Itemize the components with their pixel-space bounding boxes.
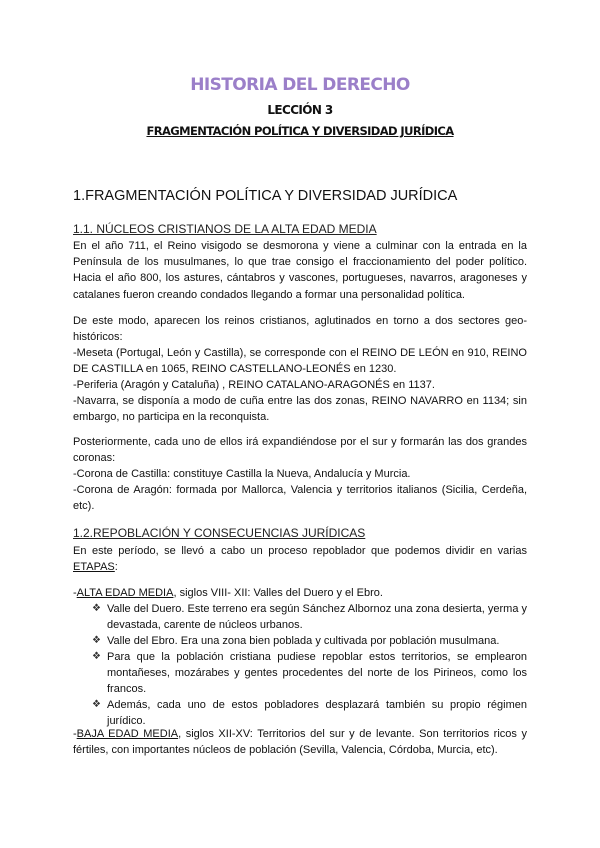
subsection-heading-1-2: 1.2.REPOBLACIÓN Y CONSECUENCIAS JURÍDICAS <box>73 526 366 540</box>
paragraph-repoblacion: En este período, se llevó a cabo un proceso repoblador que podemos dividir en varias ETAPAS: <box>73 545 527 574</box>
list-item-periferia: -Periferia (Aragón y Cataluña) , REINO CATALANO-ARAGONÉS en 1137. <box>73 379 435 391</box>
diamond-bullet-icon: ❖ <box>92 699 101 710</box>
lesson-subtitle: FRAGMENTACIÓN POLÍTICA Y DIVERSIDAD JURÍDICA <box>146 124 454 138</box>
subsection-heading-1-1: 1.1. NÚCLEOS CRISTIANOS DE LA ALTA EDAD MEDIA <box>73 222 377 236</box>
alta-edad-media-label: ALTA EDAD MEDIA <box>76 587 174 599</box>
baja-edad-media-paragraph: -BAJA EDAD MEDIA, siglos XII-XV: Territorios del sur y de levante. Son territorios ricos y fértiles, con importantes núcleos de población (Sevilla, Valencia, Córdoba, Murcia, etc). <box>73 728 527 757</box>
lesson-label: LECCIÓN 3 <box>267 103 333 117</box>
paragraph-coronas: Posteriormente, cada uno de ellos irá expandiéndose por el sur y formarán las dos grandes coronas: <box>73 436 527 465</box>
list-item-meseta: -Meseta (Portugal, León y Castilla), se corresponde con el REINO DE LEÓN en 910, REINO DE CASTILLA en 1065, REINO CASTELLANO-LEONÉS en 1230. <box>73 347 527 376</box>
document-title: HISTORIA DEL DERECHO <box>190 75 410 95</box>
paragraph-reinos: De este modo, aparecen los reinos cristianos, aglutinados en torno a dos sectores geo-históricos: <box>73 315 527 344</box>
list-item-navarra: -Navarra, se disponía a modo de cuña entre las dos zonas, REINO NAVARRO en 1134; sin embargo, no participa en la reconquista. <box>73 395 527 424</box>
bullet-item: ❖ Valle del Ebro. Era una zona bien poblada y cultivada por población musulmana. <box>92 633 527 649</box>
diamond-bullet-icon: ❖ <box>92 651 101 662</box>
list-item-corona-castilla: -Corona de Castilla: constituye Castilla la Nueva, Andalucía y Murcia. <box>73 468 411 480</box>
diamond-bullet-icon: ❖ <box>92 635 101 646</box>
bullet-item: ❖ Para que la población cristiana pudiese repoblar estos territorios, se emplearon montañeses, mozárabes y gentes procedentes del norte de los Pirineos, como los francos. <box>92 651 527 696</box>
list-item-corona-aragon: -Corona de Aragón: formada por Mallorca, Valencia y territorios italianos (Sicilia, Cerdeña, etc). <box>73 484 527 513</box>
bullet-item: ❖ Valle del Duero. Este terreno era según Sánchez Albornoz una zona desierta, yerma y devastada, carente de núcleos urbanos. <box>92 603 527 632</box>
paragraph-intro: En el año 711, el Reino visigodo se desmorona y viene a culminar con la entrada en la Península de los musulmanes, lo que trae consigo el fraccionamiento del poder político. Hacia el año 800, los astures, cántabros y vascones, portugueses, navarros, aragoneses y catalanes fueron creando condados llegando a formar una personalidad política. <box>73 240 527 301</box>
diamond-bullet-icon: ❖ <box>92 603 101 614</box>
etapas-label: ETAPAS <box>73 561 115 574</box>
bullet-item: ❖ Además, cada uno de estos pobladores desplazará también su propio régimen jurídico. <box>92 699 527 728</box>
section-heading: 1.FRAGMENTACIÓN POLÍTICA Y DIVERSIDAD JURÍDICA <box>73 188 458 204</box>
baja-edad-media-label: BAJA EDAD MEDIA <box>76 728 179 740</box>
alta-edad-media-line: -ALTA EDAD MEDIA, siglos VIII- XII: Valles del Duero y el Ebro. <box>73 587 383 599</box>
